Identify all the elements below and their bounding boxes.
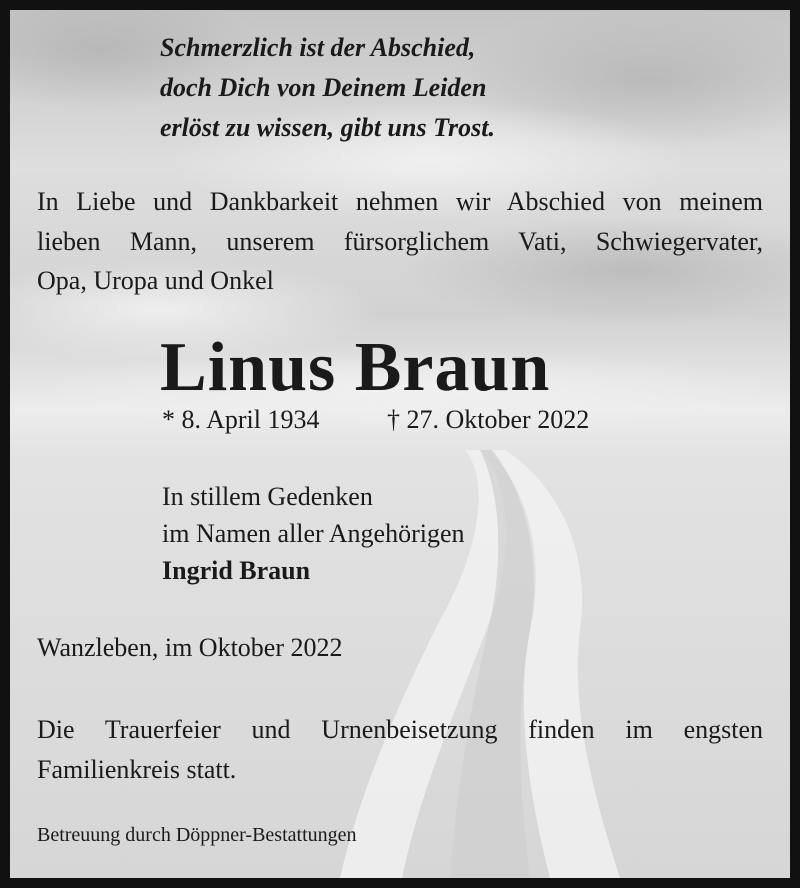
funeral-line: Die Trauerfeier und Urnenbeisetzung finden im engsten: [37, 715, 763, 744]
funeral-line: Familienkreis statt.: [37, 754, 237, 784]
mourner-name: Ingrid Braun: [162, 556, 311, 585]
memorial-poem: [160, 28, 495, 148]
intro-line: In Liebe und Dankbarkeit nehmen wir Abschied von meinem: [37, 187, 763, 216]
poem-line: doch Dich von Deinem Leiden: [160, 73, 487, 102]
poem-line: Schmerzlich ist der Abschied,: [160, 33, 476, 62]
place-date: Wanzleben, im Oktober 2022: [37, 633, 343, 662]
signature-block: [162, 478, 465, 589]
birth-date: * 8. April 1934: [162, 405, 320, 434]
funeral-home-credit: Betreuung durch Döppner-Bestattungen: [37, 824, 357, 846]
signature-line: im Namen aller Angehörigen: [162, 519, 465, 548]
signature-line: In stillem Gedenken: [162, 482, 373, 511]
funeral-notice: [37, 710, 763, 789]
intro-line: Opa, Uropa und Onkel: [37, 266, 274, 295]
intro-text: [37, 182, 763, 301]
intro-line: lieben Mann, unserem fürsorglichem Vati, Schwiegervater,: [37, 226, 763, 256]
deceased-name: Linus Braun: [160, 329, 551, 406]
death-date: † 27. Oktober 2022: [387, 405, 590, 434]
poem-line: erlöst zu wissen, gibt uns Trost.: [160, 113, 495, 142]
